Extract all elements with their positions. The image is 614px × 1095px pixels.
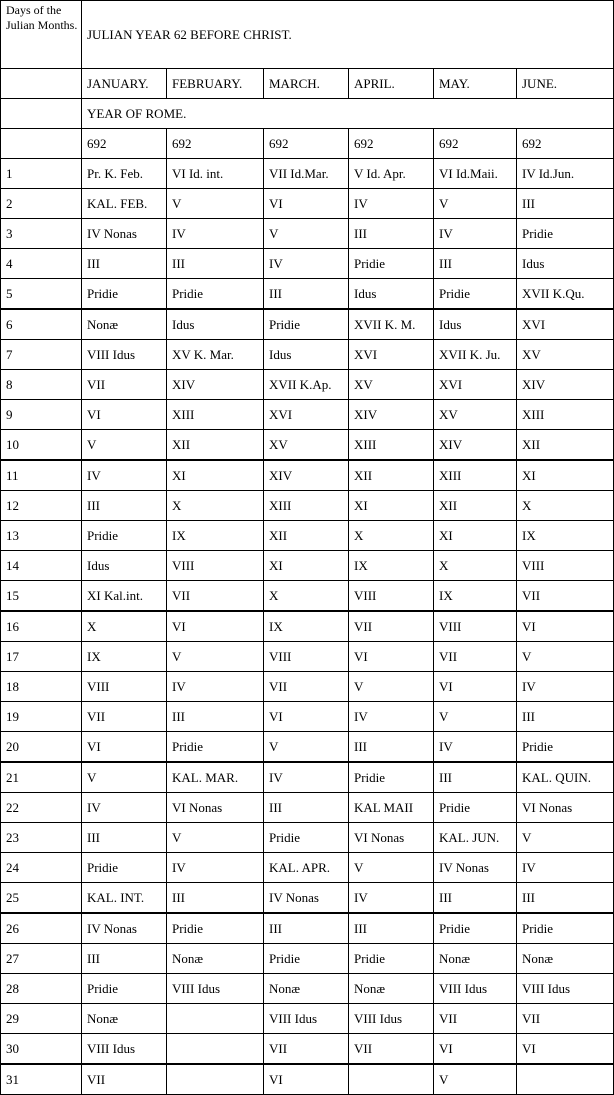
calendar-cell: Pridie <box>82 974 167 1004</box>
calendar-cell: IV Id.Jun. <box>517 159 614 189</box>
calendar-cell: Nonæ <box>82 309 167 340</box>
table-row <box>1 944 614 974</box>
day-number: 12 <box>1 491 82 521</box>
calendar-cell: XVI <box>517 309 614 340</box>
day-number: 4 <box>1 249 82 279</box>
calendar-cell: V <box>434 189 517 219</box>
calendar-cell: XIV <box>167 370 264 400</box>
year-of-rome-label: YEAR OF ROME. <box>82 99 614 129</box>
calendar-cell: IV <box>264 249 349 279</box>
table-row <box>1 1034 614 1065</box>
calendar-cell: XVI <box>264 400 349 430</box>
month-header: JUNE. <box>517 69 614 99</box>
calendar-cell: Idus <box>82 551 167 581</box>
day-number: 25 <box>1 883 82 914</box>
calendar-cell: XII <box>434 491 517 521</box>
calendar-cell: V <box>349 672 434 702</box>
calendar-cell <box>349 1064 434 1095</box>
calendar-cell: VIII Idus <box>434 974 517 1004</box>
calendar-cell: III <box>349 219 434 249</box>
table-row <box>1 159 614 189</box>
calendar-cell: XIII <box>434 460 517 491</box>
calendar-cell: XI <box>434 521 517 551</box>
calendar-cell: IV <box>264 762 349 793</box>
calendar-cell: IV <box>82 460 167 491</box>
calendar-cell: III <box>264 279 349 310</box>
calendar-cell: Pridie <box>264 823 349 853</box>
day-number: 28 <box>1 974 82 1004</box>
calendar-cell: X <box>264 581 349 612</box>
month-header: MAY. <box>434 69 517 99</box>
year-of-rome-value: 692 <box>434 129 517 159</box>
calendar-cell: X <box>167 491 264 521</box>
blank-cell <box>1 99 82 129</box>
table-row <box>1 793 614 823</box>
table-row <box>1 370 614 400</box>
calendar-cell: IV <box>434 219 517 249</box>
calendar-cell: VI <box>264 189 349 219</box>
calendar-cell: V <box>264 732 349 763</box>
day-number: 5 <box>1 279 82 310</box>
calendar-cell: VI Id. int. <box>167 159 264 189</box>
calendar-cell: Idus <box>349 279 434 310</box>
day-number: 31 <box>1 1064 82 1095</box>
day-number: 22 <box>1 793 82 823</box>
month-header: APRIL. <box>349 69 434 99</box>
calendar-cell: Nonæ <box>349 974 434 1004</box>
calendar-cell: III <box>82 249 167 279</box>
calendar-cell: XIII <box>167 400 264 430</box>
calendar-cell: III <box>167 249 264 279</box>
calendar-cell: XVI <box>349 340 434 370</box>
year-of-rome-value: 692 <box>264 129 349 159</box>
blank-cell <box>1 69 82 99</box>
calendar-cell: VIII Idus <box>517 974 614 1004</box>
calendar-cell: III <box>264 913 349 944</box>
calendar-cell: IV <box>349 883 434 914</box>
calendar-cell: Nonæ <box>167 944 264 974</box>
calendar-cell: Idus <box>167 309 264 340</box>
calendar-cell: XIV <box>517 370 614 400</box>
calendar-cell: Nonæ <box>82 1004 167 1034</box>
table-row <box>1 551 614 581</box>
calendar-cell: III <box>82 823 167 853</box>
table-row <box>1 309 614 340</box>
calendar-cell: KAL. APR. <box>264 853 349 883</box>
day-number: 29 <box>1 1004 82 1034</box>
calendar-cell: Nonæ <box>434 944 517 974</box>
calendar-cell <box>167 1034 264 1065</box>
table-row <box>1 249 614 279</box>
calendar-cell: XI Kal.int. <box>82 581 167 612</box>
calendar-cell: Pridie <box>167 732 264 763</box>
table-row <box>1 491 614 521</box>
calendar-cell: Pridie <box>434 793 517 823</box>
calendar-cell: VI <box>82 400 167 430</box>
calendar-cell: VI <box>434 1034 517 1065</box>
calendar-cell: IV <box>517 853 614 883</box>
table-row <box>1 823 614 853</box>
calendar-cell: VII <box>167 581 264 612</box>
calendar-cell: IV Nonas <box>82 219 167 249</box>
calendar-cell: KAL. MAR. <box>167 762 264 793</box>
calendar-cell: Pridie <box>82 521 167 551</box>
calendar-cell: Pridie <box>349 944 434 974</box>
calendar-cell: VIII <box>517 551 614 581</box>
calendar-cell: Idus <box>264 340 349 370</box>
table-row <box>1 400 614 430</box>
day-number: 3 <box>1 219 82 249</box>
calendar-cell: Pridie <box>517 913 614 944</box>
calendar-cell: IV <box>349 702 434 732</box>
table-row <box>1 672 614 702</box>
calendar-cell <box>517 1064 614 1095</box>
day-number: 23 <box>1 823 82 853</box>
calendar-cell: XI <box>167 460 264 491</box>
calendar-cell: Pridie <box>434 913 517 944</box>
day-number: 20 <box>1 732 82 763</box>
calendar-cell: XIV <box>264 460 349 491</box>
calendar-cell: IV <box>167 672 264 702</box>
calendar-cell: VI Nonas <box>349 823 434 853</box>
calendar-cell: VII Id.Mar. <box>264 159 349 189</box>
day-number: 19 <box>1 702 82 732</box>
table-title: JULIAN YEAR 62 BEFORE CHRIST. <box>82 1 614 69</box>
blank-cell <box>1 129 82 159</box>
calendar-cell: VI <box>167 611 264 642</box>
calendar-cell: III <box>349 732 434 763</box>
calendar-cell: VI <box>349 642 434 672</box>
calendar-cell: XV <box>434 400 517 430</box>
calendar-cell: VI <box>264 1064 349 1095</box>
year-of-rome-row <box>1 129 614 159</box>
calendar-cell: Pridie <box>82 853 167 883</box>
table-row <box>1 762 614 793</box>
calendar-cell: Pridie <box>517 219 614 249</box>
calendar-cell: XIII <box>264 491 349 521</box>
year-of-rome-label-row <box>1 99 614 129</box>
calendar-cell: Pridie <box>517 732 614 763</box>
year-of-rome-value: 692 <box>167 129 264 159</box>
calendar-cell: XV <box>264 430 349 461</box>
day-number: 1 <box>1 159 82 189</box>
table-row <box>1 702 614 732</box>
calendar-cell: VI <box>264 702 349 732</box>
calendar-cell: XII <box>167 430 264 461</box>
calendar-cell: IX <box>82 642 167 672</box>
table-row <box>1 430 614 461</box>
calendar-cell: III <box>517 702 614 732</box>
calendar-cell: VI Nonas <box>167 793 264 823</box>
day-number: 14 <box>1 551 82 581</box>
table-row <box>1 913 614 944</box>
calendar-cell: XI <box>517 460 614 491</box>
calendar-cell: V Id. Apr. <box>349 159 434 189</box>
month-header: FEBRUARY. <box>167 69 264 99</box>
table-row <box>1 279 614 310</box>
calendar-cell: VIII <box>82 672 167 702</box>
calendar-cell: Pridie <box>167 913 264 944</box>
year-of-rome-value: 692 <box>349 129 434 159</box>
calendar-cell: VII <box>82 1064 167 1095</box>
calendar-cell: VII <box>82 702 167 732</box>
calendar-cell: VIII <box>264 642 349 672</box>
day-number: 24 <box>1 853 82 883</box>
day-number: 2 <box>1 189 82 219</box>
table-row <box>1 883 614 914</box>
table-row <box>1 1064 614 1095</box>
day-number: 17 <box>1 642 82 672</box>
calendar-cell: III <box>517 883 614 914</box>
table-row <box>1 340 614 370</box>
calendar-cell: XI <box>264 551 349 581</box>
calendar-cell: Idus <box>517 249 614 279</box>
calendar-cell: III <box>167 883 264 914</box>
calendar-cell: VII <box>349 1034 434 1065</box>
calendar-cell: VII <box>434 642 517 672</box>
calendar-cell: IX <box>167 521 264 551</box>
calendar-cell: IX <box>517 521 614 551</box>
day-number: 10 <box>1 430 82 461</box>
table-row <box>1 732 614 763</box>
calendar-cell: V <box>349 853 434 883</box>
calendar-cell: X <box>349 521 434 551</box>
calendar-cell: V <box>434 702 517 732</box>
calendar-cell: VIII Idus <box>264 1004 349 1034</box>
day-number: 27 <box>1 944 82 974</box>
calendar-cell: IV <box>82 793 167 823</box>
calendar-cell: IX <box>349 551 434 581</box>
calendar-cell: Nonæ <box>264 974 349 1004</box>
calendar-cell: VI Id.Maii. <box>434 159 517 189</box>
calendar-cell: Pridie <box>82 279 167 310</box>
calendar-cell: III <box>264 793 349 823</box>
calendar-cell: XIV <box>349 400 434 430</box>
calendar-cell: VIII Idus <box>349 1004 434 1034</box>
calendar-cell: IV <box>167 853 264 883</box>
table-row <box>1 974 614 1004</box>
calendar-cell: V <box>517 642 614 672</box>
calendar-cell: XI <box>349 491 434 521</box>
calendar-cell: III <box>434 249 517 279</box>
calendar-cell: Nonæ <box>517 944 614 974</box>
calendar-cell: Pr. K. Feb. <box>82 159 167 189</box>
calendar-cell: VIII Idus <box>82 1034 167 1065</box>
calendar-cell: XV <box>349 370 434 400</box>
calendar-cell: XVI <box>434 370 517 400</box>
table-row <box>1 219 614 249</box>
day-number: 7 <box>1 340 82 370</box>
day-number: 30 <box>1 1034 82 1065</box>
calendar-cell: V <box>82 762 167 793</box>
calendar-cell: Pridie <box>167 279 264 310</box>
year-of-rome-value: 692 <box>82 129 167 159</box>
table-row <box>1 642 614 672</box>
day-number: 13 <box>1 521 82 551</box>
month-header: MARCH. <box>264 69 349 99</box>
calendar-cell: IV Nonas <box>264 883 349 914</box>
day-number: 16 <box>1 611 82 642</box>
calendar-cell: VIII <box>349 581 434 612</box>
calendar-cell: KAL MAII <box>349 793 434 823</box>
day-number: 11 <box>1 460 82 491</box>
calendar-cell: VII <box>264 1034 349 1065</box>
calendar-cell: XIII <box>349 430 434 461</box>
calendar-cell: VI <box>82 732 167 763</box>
day-number: 21 <box>1 762 82 793</box>
calendar-cell: Pridie <box>349 249 434 279</box>
calendar-cell: VII <box>264 672 349 702</box>
calendar-cell: XV K. Mar. <box>167 340 264 370</box>
calendar-cell: XIII <box>517 400 614 430</box>
calendar-cell: XIV <box>434 430 517 461</box>
table-row <box>1 853 614 883</box>
calendar-cell: IX <box>264 611 349 642</box>
month-header-row <box>1 69 614 99</box>
calendar-cell: VI <box>434 672 517 702</box>
calendar-cell: XVII K.Qu. <box>517 279 614 310</box>
calendar-cell: XVII K.Ap. <box>264 370 349 400</box>
calendar-cell: VII <box>434 1004 517 1034</box>
calendar-cell: X <box>517 491 614 521</box>
table-row <box>1 611 614 642</box>
calendar-cell: VIII Idus <box>167 974 264 1004</box>
year-of-rome-value: 692 <box>517 129 614 159</box>
day-number: 18 <box>1 672 82 702</box>
calendar-cell: V <box>264 219 349 249</box>
calendar-cell <box>167 1004 264 1034</box>
calendar-cell: XVII K. M. <box>349 309 434 340</box>
calendar-cell: III <box>167 702 264 732</box>
table-row <box>1 460 614 491</box>
calendar-cell: XII <box>264 521 349 551</box>
calendar-cell: VII <box>82 370 167 400</box>
calendar-cell: V <box>167 189 264 219</box>
calendar-cell: Pridie <box>349 762 434 793</box>
table-row <box>1 1004 614 1034</box>
calendar-cell: VII <box>517 581 614 612</box>
calendar-cell: III <box>434 883 517 914</box>
calendar-cell: V <box>517 823 614 853</box>
calendar-cell: IX <box>434 581 517 612</box>
calendar-cell: III <box>434 762 517 793</box>
calendar-cell: XVII K. Ju. <box>434 340 517 370</box>
calendar-cell: VI <box>517 611 614 642</box>
calendar-cell: Idus <box>434 309 517 340</box>
calendar-cell: IV <box>517 672 614 702</box>
month-header: JANUARY. <box>82 69 167 99</box>
calendar-cell: XV <box>517 340 614 370</box>
calendar-cell: III <box>82 944 167 974</box>
calendar-cell: Pridie <box>264 309 349 340</box>
table-row <box>1 521 614 551</box>
calendar-cell: VI <box>517 1034 614 1065</box>
calendar-cell: VIII <box>167 551 264 581</box>
calendar-cell: XII <box>349 460 434 491</box>
calendar-cell: V <box>167 823 264 853</box>
calendar-cell: XII <box>517 430 614 461</box>
calendar-cell: KAL. QUIN. <box>517 762 614 793</box>
calendar-cell: KAL. INT. <box>82 883 167 914</box>
calendar-cell: VII <box>349 611 434 642</box>
calendar-cell: VII <box>517 1004 614 1034</box>
table-row <box>1 189 614 219</box>
calendar-cell: IV Nonas <box>434 853 517 883</box>
calendar-cell: VIII <box>434 611 517 642</box>
calendar-cell: IV Nonas <box>82 913 167 944</box>
calendar-cell: V <box>434 1064 517 1095</box>
calendar-cell: IV <box>167 219 264 249</box>
day-number: 15 <box>1 581 82 612</box>
calendar-cell: IV <box>349 189 434 219</box>
calendar-cell: III <box>517 189 614 219</box>
calendar-cell: X <box>434 551 517 581</box>
calendar-cell: KAL. JUN. <box>434 823 517 853</box>
calendar-cell: KAL. FEB. <box>82 189 167 219</box>
calendar-cell: III <box>82 491 167 521</box>
table-row <box>1 581 614 612</box>
calendar-cell <box>167 1064 264 1095</box>
day-number: 9 <box>1 400 82 430</box>
calendar-cell: VIII Idus <box>82 340 167 370</box>
calendar-cell: Pridie <box>434 279 517 310</box>
calendar-cell: VI Nonas <box>517 793 614 823</box>
corner-header: Days of the Julian Months. <box>1 1 82 69</box>
calendar-cell: Pridie <box>264 944 349 974</box>
calendar-cell: V <box>82 430 167 461</box>
calendar-cell: X <box>82 611 167 642</box>
title-row <box>1 1 614 69</box>
calendar-cell: III <box>349 913 434 944</box>
day-number: 8 <box>1 370 82 400</box>
calendar-cell: V <box>167 642 264 672</box>
day-number: 6 <box>1 309 82 340</box>
calendar-cell: IV <box>434 732 517 763</box>
calendar-body <box>1 1 614 1095</box>
day-number: 26 <box>1 913 82 944</box>
